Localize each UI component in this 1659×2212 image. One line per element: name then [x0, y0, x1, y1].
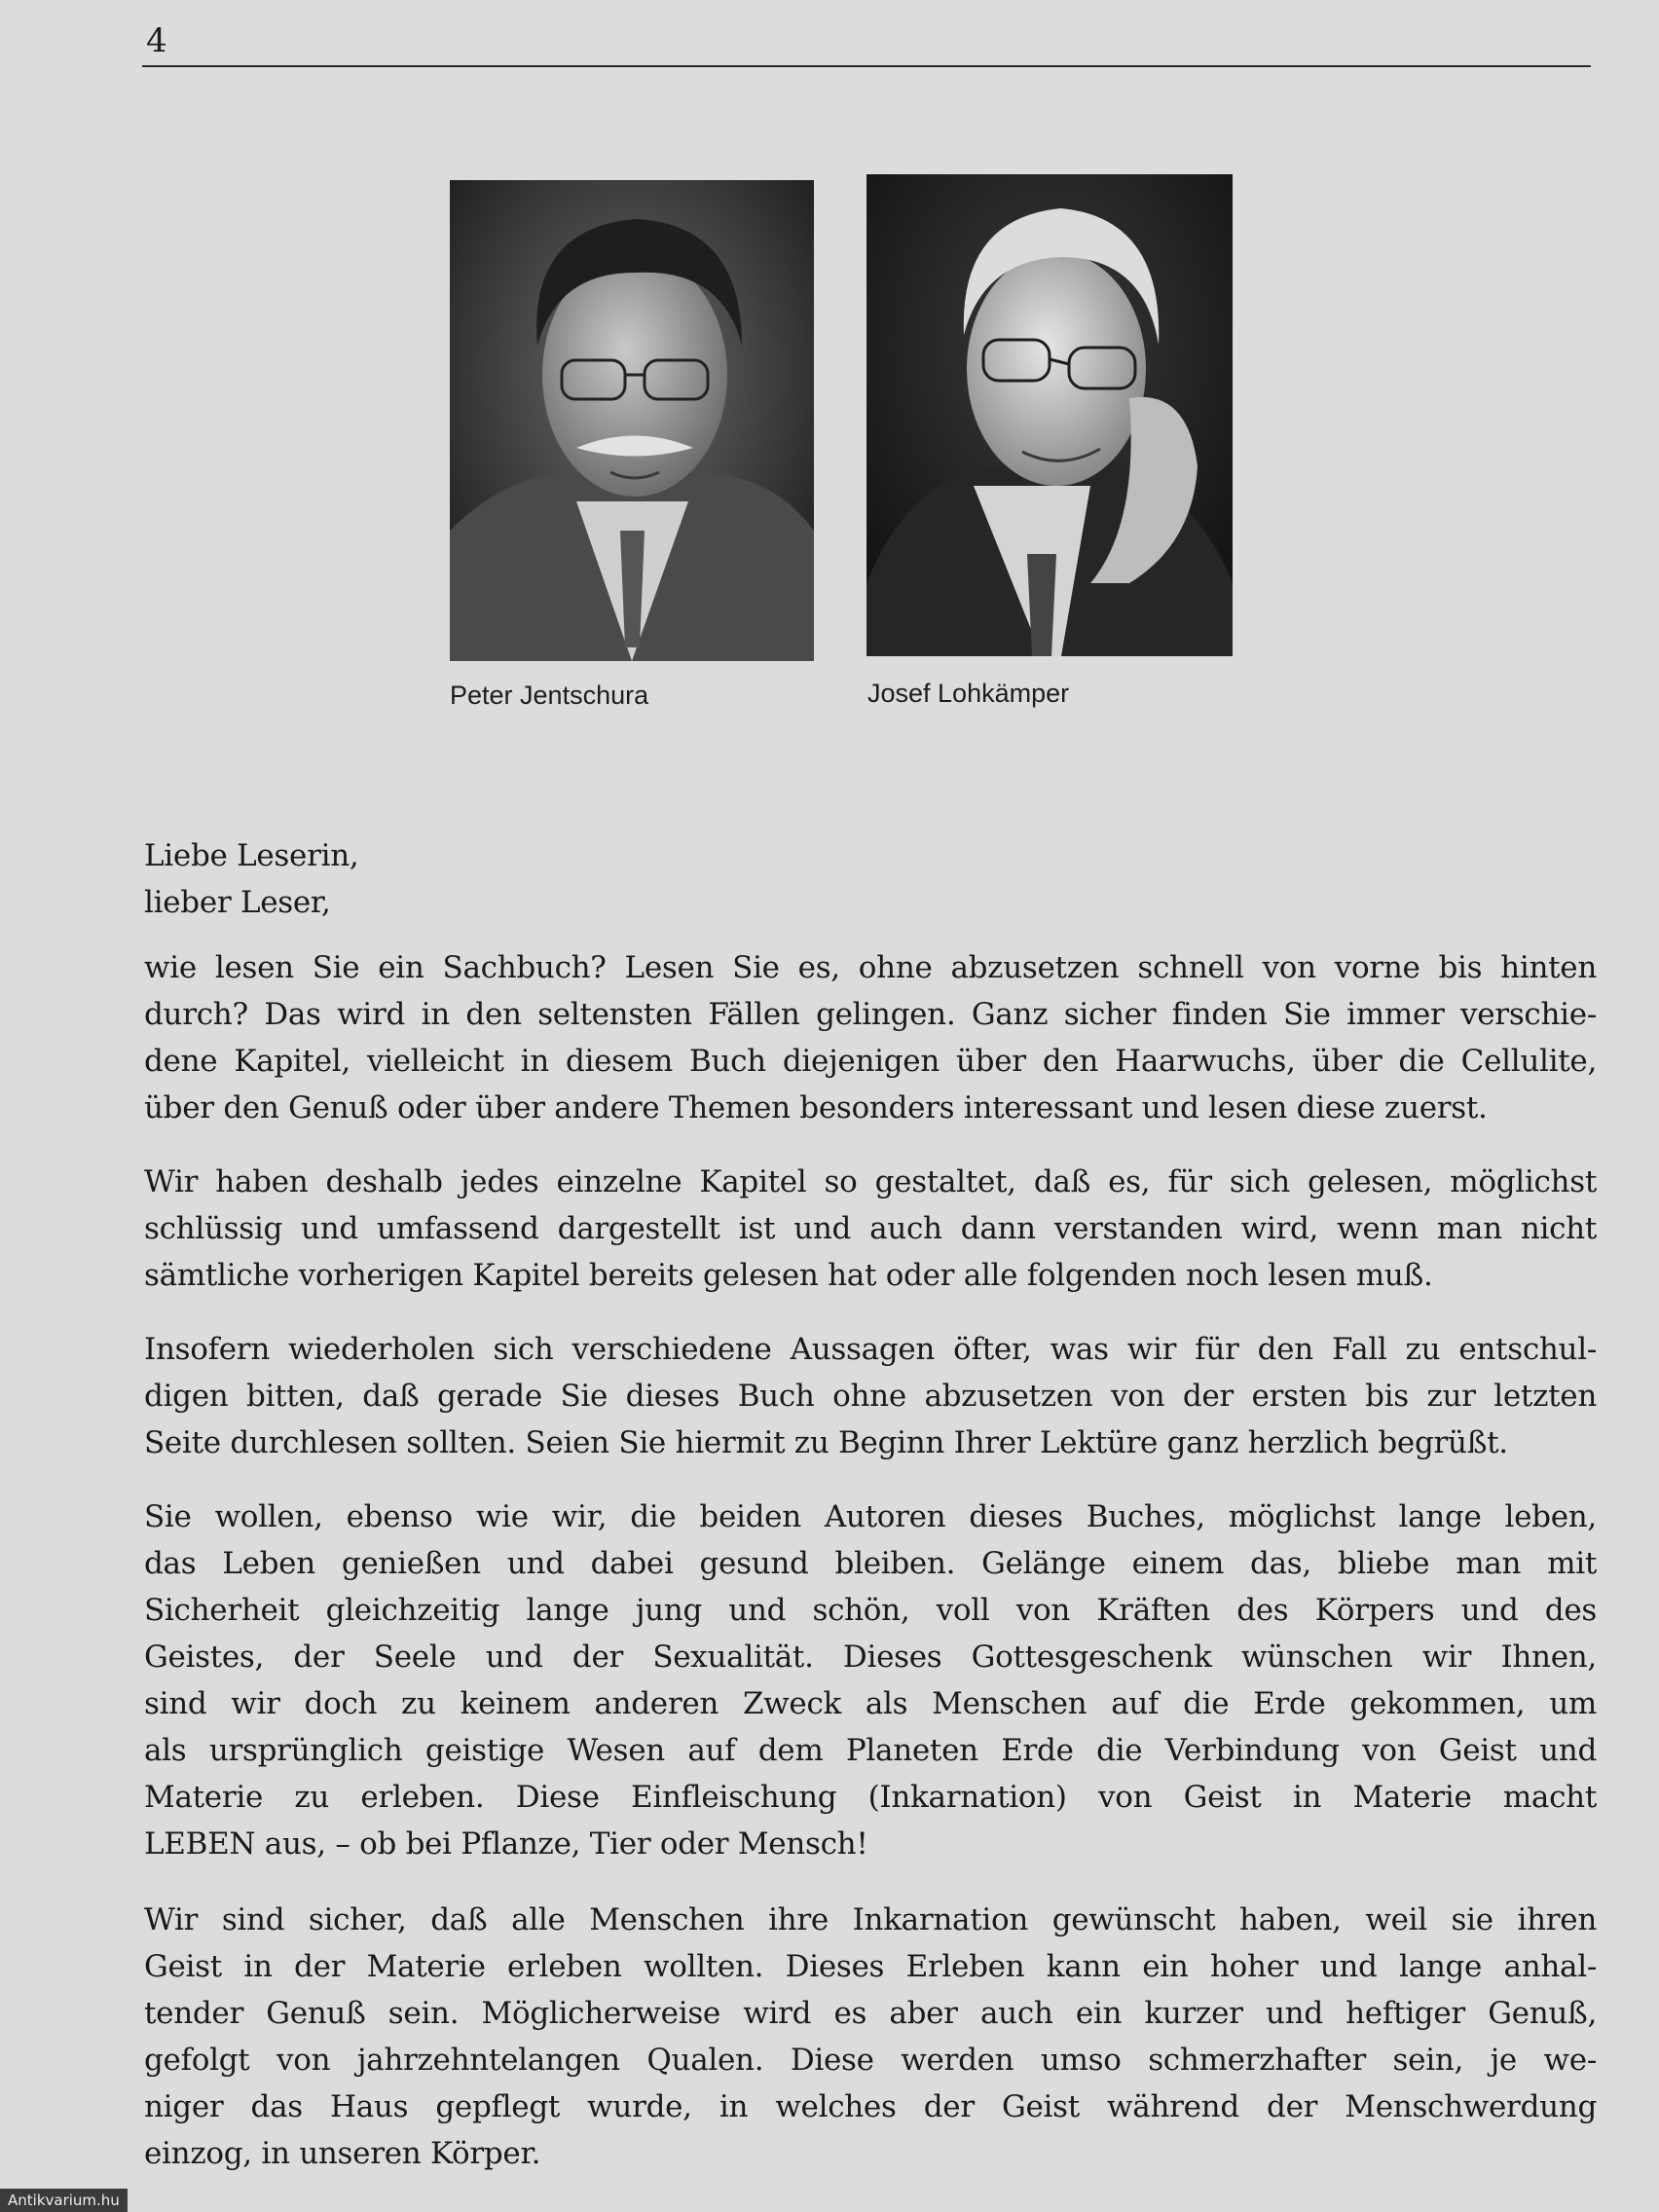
photo-caption: Peter Jentschura: [450, 681, 649, 710]
text-line: schlüssig und umfassend dargestellt ist und auch dann verstanden wird, wenn man nicht: [144, 1211, 1597, 1246]
body-paragraph: [144, 1897, 1597, 2177]
salutation-line: lieber Leser,: [144, 885, 331, 920]
text-line: wie lesen Sie ein Sachbuch? Lesen Sie es, ohne abzusetzen schnell von vorne bis hinten: [144, 950, 1597, 985]
body-paragraph: [144, 1326, 1597, 1466]
text-line: dene Kapitel, vielleicht in diesem Buch diejenigen über den Haarwuchs, über die Cellulite,: [144, 1044, 1597, 1079]
text-line: sämtliche vorherigen Kapitel bereits gelesen hat oder alle folgenden noch lesen muß.: [144, 1258, 1433, 1293]
text-line: durch? Das wird in den seltensten Fällen gelingen. Ganz sicher finden Sie immer verschie-: [144, 997, 1597, 1032]
text-line: Geist in der Materie erleben wollten. Dieses Erleben kann ein hoher und lange anhal-: [144, 1949, 1597, 1984]
author-photo-josef-lohkaemper: [866, 174, 1233, 656]
body-paragraph: [144, 1493, 1597, 1867]
body-paragraph: [144, 1159, 1597, 1299]
text-line: das Leben genießen und dabei gesund bleiben. Gelänge einem das, bliebe man mit: [144, 1546, 1597, 1581]
salutation: [144, 832, 1597, 926]
text-line: Seite durchlesen sollten. Seien Sie hiermit zu Beginn Ihrer Lektüre ganz herzlich begrüßt.: [144, 1425, 1508, 1460]
text-line: einzog, in unseren Körper.: [144, 2136, 541, 2171]
text-line: sind wir doch zu keinem anderen Zweck als Menschen auf die Erde gekommen, um: [144, 1686, 1597, 1721]
page-number: 4: [146, 21, 167, 60]
text-line: gefolgt von jahrzehntelangen Qualen. Diese werden umso schmerzhafter sein, je we-: [144, 2043, 1597, 2078]
text-line: Insofern wiederholen sich verschiedene Aussagen öfter, was wir für den Fall zu entschul-: [144, 1332, 1597, 1367]
portrait-illustration: [866, 174, 1233, 656]
text-line: als ursprünglich geistige Wesen auf dem Planeten Erde die Verbindung von Geist und: [144, 1733, 1597, 1768]
text-line: Sie wollen, ebenso wie wir, die beiden Autoren dieses Buches, möglichst lange leben,: [144, 1499, 1597, 1534]
text-line: Wir haben deshalb jedes einzelne Kapitel so gestaltet, daß es, für sich gelesen, möglichst: [144, 1164, 1597, 1199]
text-line: Sicherheit gleichzeitig lange jung und schön, voll von Kräften des Körpers und des: [144, 1593, 1597, 1628]
photo-caption: Josef Lohkämper: [867, 679, 1070, 708]
text-line: Materie zu erleben. Diese Einfleischung (Inkarnation) von Geist in Materie macht: [144, 1780, 1597, 1815]
body-paragraph: [144, 944, 1597, 1131]
text-line: tender Genuß sein. Möglicherweise wird es aber auch ein kurzer und heftiger Genuß,: [144, 1996, 1597, 2031]
salutation-line: Liebe Leserin,: [144, 838, 359, 873]
header-rule: [142, 65, 1591, 67]
text-line: Wir sind sicher, daß alle Menschen ihre Inkarnation gewünscht haben, weil sie ihren: [144, 1902, 1597, 1937]
text-line: über den Genuß oder über andere Themen besonders interessant und lesen diese zuerst.: [144, 1090, 1488, 1125]
text-line: niger das Haus gepflegt wurde, in welches der Geist während der Menschwerdung: [144, 2089, 1597, 2124]
text-line: Geistes, der Seele und der Sexualität. Dieses Gottesgeschenk wünschen wir Ihnen,: [144, 1640, 1597, 1675]
watermark: Antikvarium.hu: [0, 2189, 128, 2212]
author-photo-peter-jentschura: [450, 180, 814, 661]
text-line: LEBEN aus, – ob bei Pflanze, Tier oder Mensch!: [144, 1826, 868, 1862]
portrait-illustration: [450, 180, 814, 661]
text-line: digen bitten, daß gerade Sie dieses Buch ohne abzusetzen von der ersten bis zur letzten: [144, 1379, 1597, 1414]
